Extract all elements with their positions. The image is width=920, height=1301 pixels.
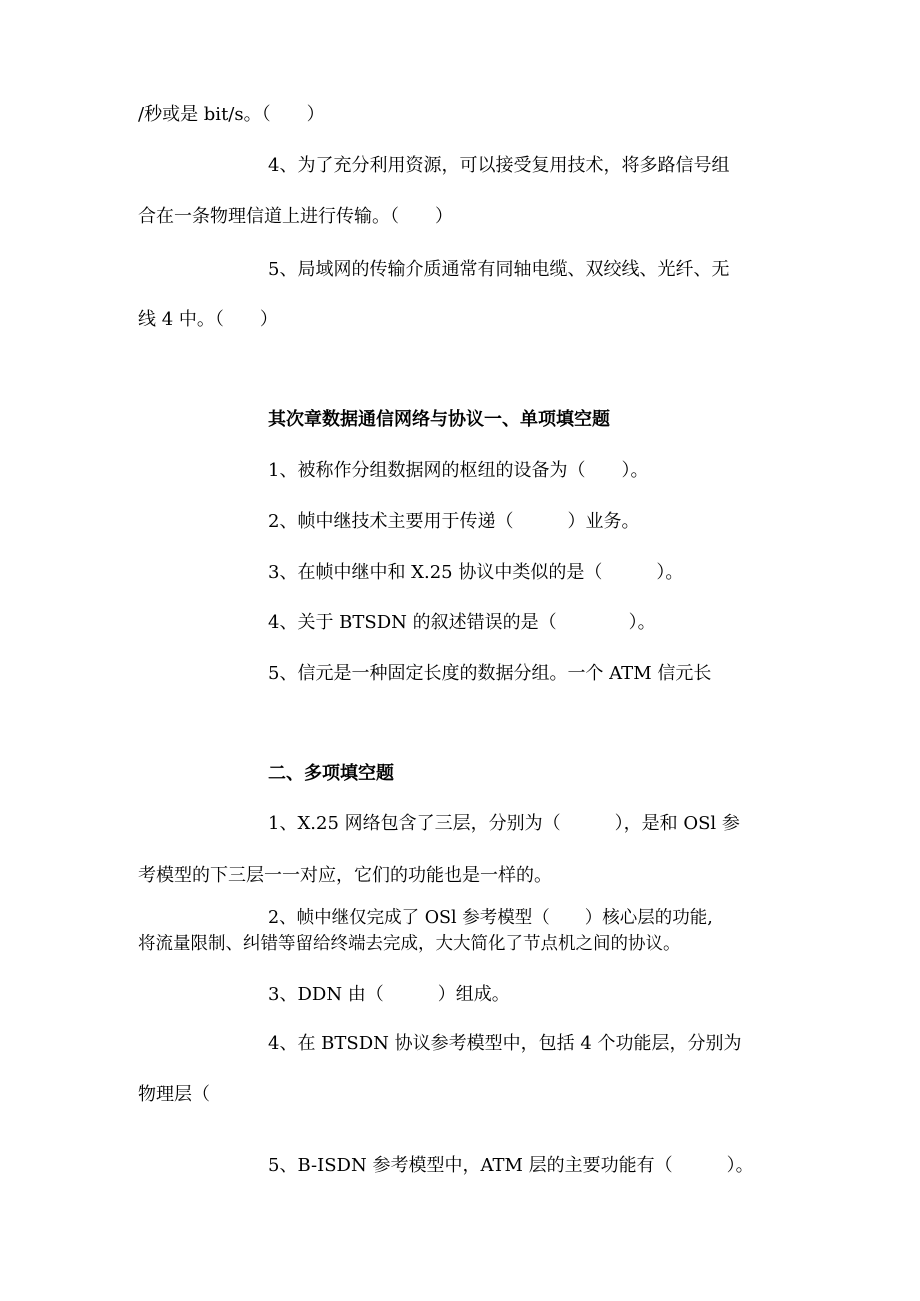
question-item: 2、帧中继仅完成了 OSl 参考模型（ ）核心层的功能, bbox=[268, 908, 713, 928]
question-item: 3、DDN 由（ ）组成。 bbox=[268, 984, 510, 1005]
question-item: 4、为了充分利用资源，可以接受复用技术，将多路信号组 bbox=[268, 155, 730, 176]
question-item: 1、X.25 网络包含了三层，分别为（ ），是和 OSl 参 bbox=[268, 813, 740, 834]
question-item: 4、在 BTSDN 协议参考模型中，包括 4 个功能层，分别为 bbox=[268, 1033, 742, 1054]
question-item: 5、B-ISDN 参考模型中，ATM 层的主要功能有（ ）。 bbox=[268, 1155, 754, 1176]
text-line: 将流量限制、纠错等留给终端去完成，大大简化了节点机之间的协议。 bbox=[138, 934, 681, 954]
question-item: 5、局域网的传输介质通常有同轴电缆、双绞线、光纤、无 bbox=[268, 259, 730, 280]
question-item: 1、被称作分组数据网的枢纽的设备为（ ）。 bbox=[268, 460, 649, 481]
text-line: 线 4 中。（ ） bbox=[138, 309, 278, 330]
text-line: 考模型的下三层一一对应，它们的功能也是一样的。 bbox=[138, 865, 552, 886]
text-line: /秒或是 bit/s。（ ） bbox=[138, 104, 325, 125]
question-item: 5、信元是一种固定长度的数据分组。一个 ATM 信元长 bbox=[268, 663, 712, 684]
text-line: 合在一条物理信道上进行传输。（ ） bbox=[138, 206, 453, 227]
question-item: 4、关于 BTSDN 的叙述错误的是（ ）。 bbox=[268, 612, 656, 633]
question-item: 2、帧中继技术主要用于传递（ ）业务。 bbox=[268, 511, 640, 532]
chapter-heading: 其次章数据通信网络与协议一、单项填空题 bbox=[268, 409, 610, 430]
section-heading: 二、多项填空题 bbox=[268, 763, 394, 784]
text-line: 物理层（ bbox=[138, 1084, 210, 1105]
question-item: 3、在帧中继中和 X.25 协议中类似的是（ ）。 bbox=[268, 562, 684, 583]
